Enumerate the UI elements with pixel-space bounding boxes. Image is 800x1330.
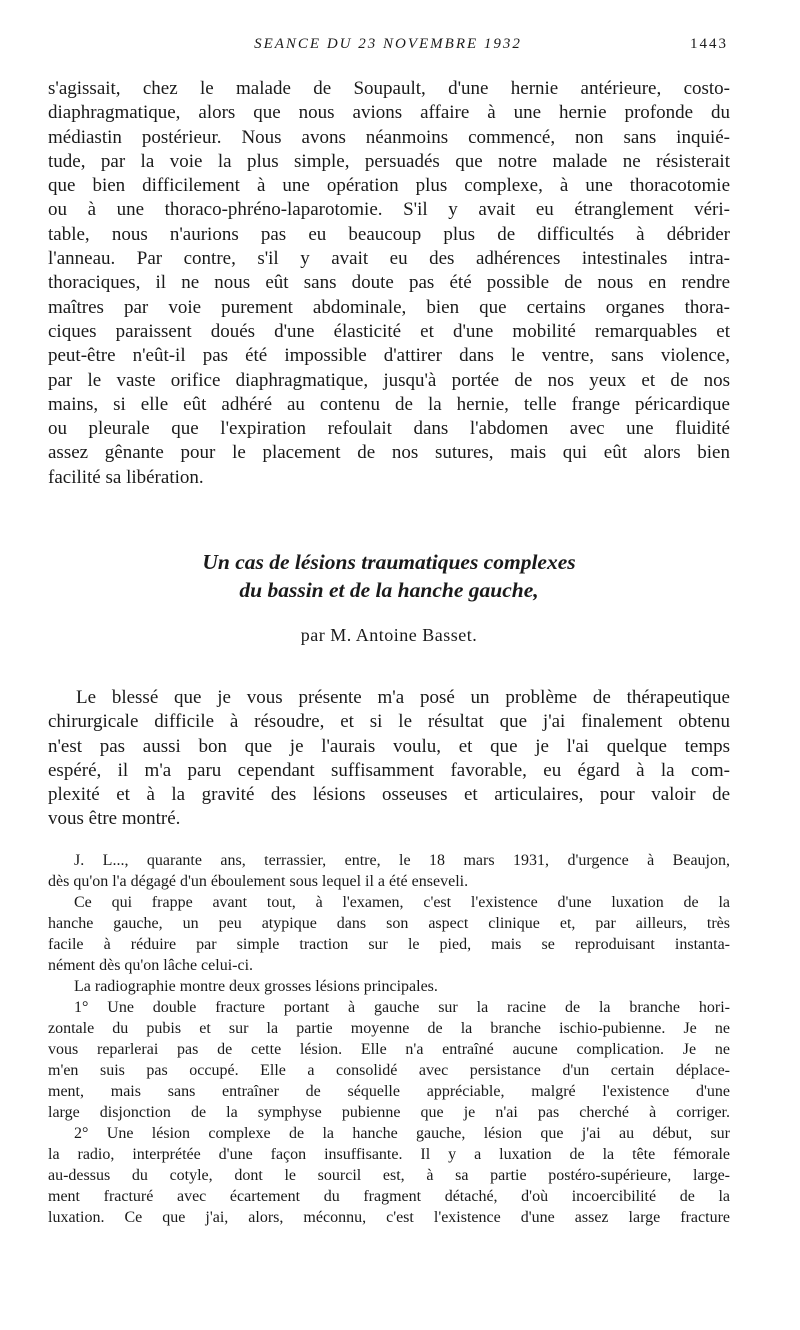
byline-prefix: par M.: [300, 625, 352, 645]
running-title: SEANCE DU 23 NOVEMBRE 1932: [254, 36, 522, 52]
text-line: peut-être n'eût-il pas été impossible d'attirer dans le ventre, sans violence,: [48, 345, 730, 367]
text-line: que bien difficilement à une opération plus complexe, à une thoracotomie: [48, 175, 730, 197]
article-title-line: du bassin et de la hanche gauche,: [239, 578, 539, 602]
text-line: m'en suis pas occupé. Elle a consolidé avec persistance d'un certain déplace-: [48, 1062, 730, 1079]
text-line: vous être montré.: [48, 808, 181, 830]
text-line: mains, si elle eût adhéré au contenu de la hernie, telle frange péricardique: [48, 393, 730, 415]
text-line: par le vaste orifice diaphragmatique, jusqu'à portée de nos yeux et de nos: [48, 369, 730, 391]
case-report: [48, 850, 730, 1228]
text-line: ou à une thoraco-phréno-laparotomie. S'il y avait eu étranglement véri-: [48, 199, 730, 221]
text-line: facilité sa libération.: [48, 466, 204, 488]
text-line: au-dessus du cotyle, dont le sourcil est, à sa partie postéro-supérieure, large-: [48, 1167, 730, 1184]
text-line: s'agissait, chez le malade de Soupault, d'une hernie antérieure, costo-: [48, 78, 730, 99]
text-line: assez gênante pour le placement de nos sutures, mais qui eût alors bien: [48, 442, 730, 464]
text-line: Ce qui frappe avant tout, à l'examen, c'est l'existence d'une luxation de la: [74, 894, 730, 911]
article-title-line: Un cas de lésions traumatiques complexes: [202, 550, 576, 574]
text-line: ou pleurale que l'expiration refoulait dans l'abdomen avec une fluidité: [48, 418, 730, 440]
article-title: [48, 548, 730, 604]
text-line: 1° Une double fracture portant à gauche sur la racine de la branche hori-: [74, 999, 730, 1016]
text-line: maîtres par voie purement abdominale, bien que certains organes thora-: [48, 296, 730, 318]
text-line: 2° Une lésion complexe de la hanche gauche, lésion que j'ai au début, sur: [74, 1125, 730, 1142]
text-line: l'anneau. Par contre, s'il y avait eu des adhérences intestinales intra-: [48, 248, 730, 270]
text-line: ment, mais sans entraîner de séquelle appréciable, malgré l'existence d'une: [48, 1083, 730, 1100]
text-line: table, nous n'aurions pas eu beaucoup plus de difficultés à débrider: [48, 223, 730, 245]
text-line: luxation. Ce que j'ai, alors, méconnu, c'est l'existence d'une assez large fracture: [48, 1209, 730, 1226]
continuation-paragraph: [48, 77, 730, 490]
text-line: Le blessé que je vous présente m'a posé un problème de thérapeutique: [76, 687, 730, 708]
text-line: la radio, interprétée d'une façon insuffisante. Il y a luxation de la tête fémorale: [48, 1146, 730, 1163]
author-name: Antoine Basset.: [355, 625, 478, 645]
intro-paragraph: [48, 686, 730, 832]
text-line: plexité et à la gravité des lésions osseuses et articulaires, pour valoir de: [48, 784, 730, 806]
text-line: thoraciques, il ne nous eût sans doute pas été possible de nous en rendre: [48, 272, 730, 294]
text-line: J. L..., quarante ans, terrassier, entre, le 18 mars 1931, d'urgence à Beaujon,: [74, 852, 730, 869]
text-line: hanche gauche, un peu atypique dans son aspect clinique et, par ailleurs, très: [48, 915, 730, 932]
text-line: La radiographie montre deux grosses lésions principales.: [74, 978, 438, 995]
running-head: [48, 36, 728, 60]
text-line: chirurgicale difficile à résoudre, et si le résultat que j'ai finalement obtenu: [48, 711, 730, 733]
text-line: médiastin postérieur. Nous avons néanmoins commencé, non sans inquié-: [48, 126, 730, 148]
text-line: large disjonction de la symphyse pubienne que je n'ai pas cherché à corriger.: [48, 1104, 730, 1121]
text-line: vous reparlerai pas de cette lésion. Elle n'a entraîné aucune complication. Je ne: [48, 1041, 730, 1058]
byline: [48, 623, 730, 647]
text-line: n'est pas aussi bon que je l'aurais voulu, et que je l'ai quelque temps: [48, 735, 730, 757]
text-line: ment fracturé avec écartement du fragment détaché, d'où incoercibilité de la: [48, 1188, 730, 1205]
page-number: 1443: [690, 36, 728, 52]
text-line: diaphragmatique, alors que nous avions affaire à une hernie profonde du: [48, 102, 730, 124]
text-line: nément dès qu'on lâche celui-ci.: [48, 957, 254, 974]
text-line: tude, par la voie la plus simple, persuadés que notre malade ne résisterait: [48, 150, 730, 172]
text-line: dès qu'on l'a dégagé d'un éboulement sous lequel il a été enseveli.: [48, 873, 469, 890]
text-line: zontale du pubis et sur la partie moyenne de la branche ischio-pubienne. Je ne: [48, 1020, 730, 1037]
text-line: espéré, il m'a paru cependant suffisamment favorable, eu égard à la com-: [48, 759, 730, 781]
text-line: facile à réduire par simple traction sur le pied, mais se reproduisant instanta-: [48, 936, 730, 953]
text-line: ciques paraissent doués d'une élasticité et d'une mobilité remarquables et: [48, 320, 730, 342]
